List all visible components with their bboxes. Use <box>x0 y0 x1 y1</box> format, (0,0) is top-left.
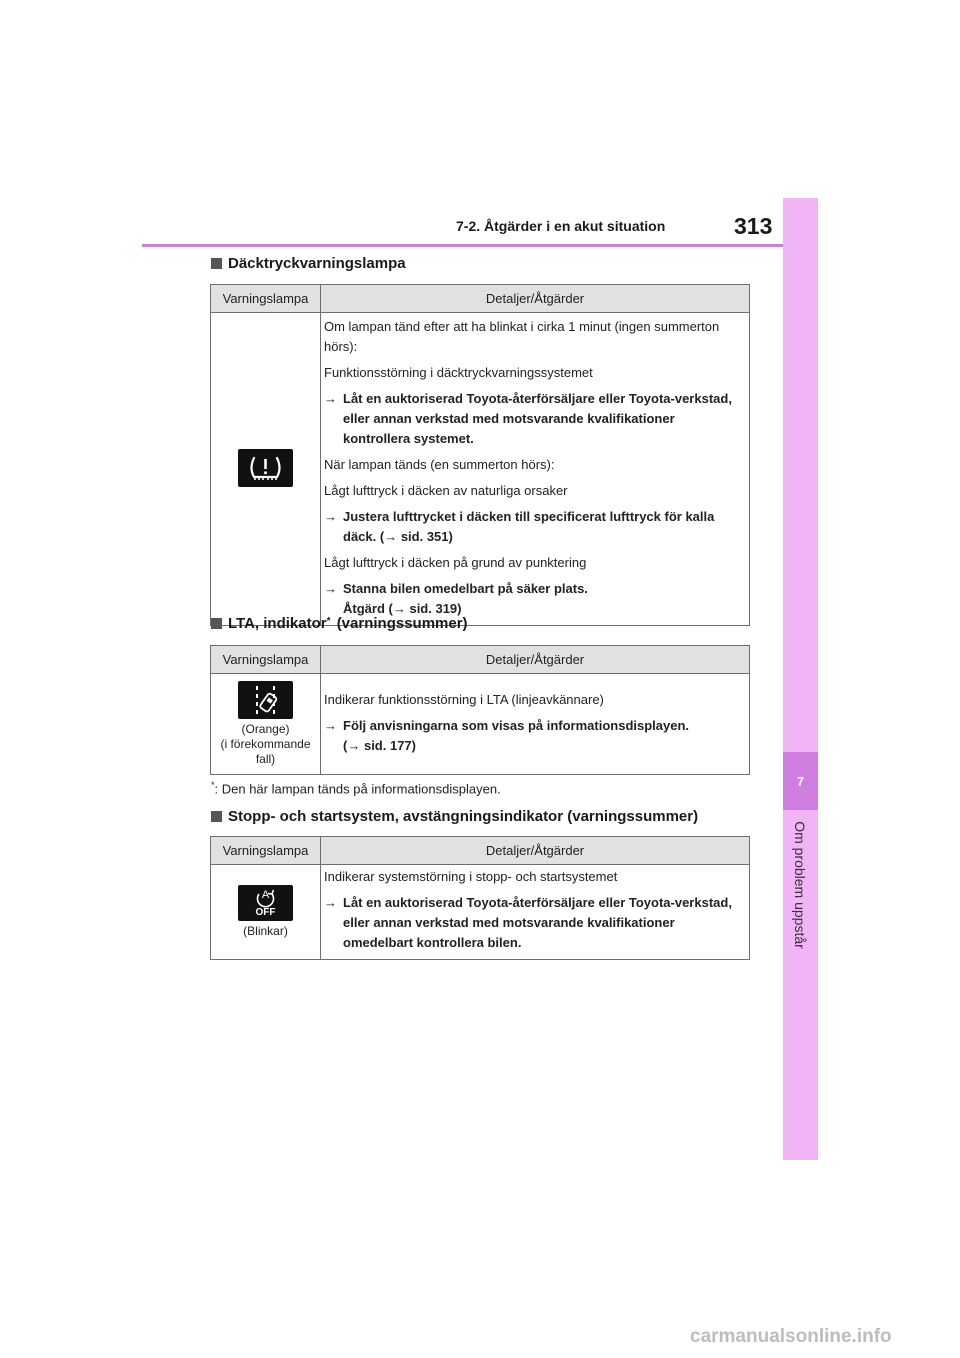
page-reference-link[interactable]: sid. 177) <box>363 738 416 753</box>
section-heading-text: LTA, indikator <box>228 615 327 632</box>
header-rule <box>142 244 784 247</box>
arrow-right-icon: → <box>324 509 337 524</box>
col-header-lamp: Varningslampa <box>211 837 321 865</box>
action-text: Följ anvisningarna som visas på informationsdisplayen. (→ sid. 177) <box>343 718 690 753</box>
table-header-row <box>211 646 750 674</box>
arrow-right-icon: → <box>324 581 337 596</box>
section-heading-text: Stopp- och startsystem, avstängningsindikator (varningssummer) <box>228 808 699 825</box>
table-row <box>211 313 750 626</box>
page-reference-link[interactable]: sid. 351) <box>400 529 453 544</box>
bullet-square-icon <box>211 811 222 822</box>
condition-subtext: Lågt lufttryck i däcken av naturliga orsaker <box>324 483 568 498</box>
col-header-details: Detaljer/Åtgärder <box>321 285 750 313</box>
arrow-right-icon: → <box>324 391 337 406</box>
arrow-right-icon: → <box>392 601 406 616</box>
bullet-square-icon <box>211 258 222 269</box>
chapter-number: 7 <box>796 773 805 789</box>
warning-table-tire <box>210 284 750 626</box>
bullet-square-icon <box>211 618 222 629</box>
stop-start-off-icon <box>238 885 293 921</box>
section-heading-suffix: (varningssummer) <box>336 615 468 632</box>
section-heading-tire <box>211 255 406 272</box>
action-text: Justera lufttrycket i däcken till specificerat lufttryck för kalla däck. (→ sid. 351) <box>343 509 715 544</box>
section-title: 7-2. Åtgärder i en akut situation <box>456 218 666 234</box>
col-header-lamp: Varningslampa <box>211 285 321 313</box>
page-reference-link[interactable]: sid. 319) <box>409 601 462 616</box>
details-cell <box>321 674 750 775</box>
watermark: carmanualsonline.info <box>690 1326 892 1347</box>
lamp-cell <box>211 674 321 775</box>
condition-text: Om lampan tänd efter att ha blinkat i cirka 1 minut (ingen summerton hörs): <box>324 319 720 354</box>
action-item <box>324 507 744 547</box>
condition-text: Indikerar funktionsstörning i LTA (linjeavkännare) <box>324 692 604 707</box>
condition-text: Indikerar systemstörning i stopp- och startsystemet <box>324 869 618 884</box>
table-row <box>211 865 750 960</box>
warning-table-stop-start <box>210 836 750 960</box>
lamp-caption: (Blinkar) <box>243 924 288 938</box>
action-item <box>324 893 744 953</box>
details-cell <box>321 313 750 626</box>
section-heading-stop-start <box>211 808 698 825</box>
arrow-right-icon: → <box>324 895 337 910</box>
arrow-right-icon: → <box>347 738 361 753</box>
condition-subtext: Lågt lufttryck i däcken på grund av punktering <box>324 555 587 570</box>
lane-tracing-assist-icon <box>238 681 293 719</box>
table-header-row <box>211 285 750 313</box>
icon-off-label: OFF <box>255 907 276 918</box>
chapter-side-band <box>783 198 818 1160</box>
lamp-cell <box>211 865 321 960</box>
table-header-row <box>211 837 750 865</box>
action-text: Låt en auktoriserad Toyota-återförsäljare eller Toyota-verkstad, eller annan verkstad med motsvarande kvalifikationer kontrollera systemet. <box>343 391 732 446</box>
chapter-number-tab[interactable] <box>783 752 818 810</box>
footnote-mark: * <box>211 780 215 790</box>
footnote-text: : Den här lampan tänds på informationsdisplayen. <box>214 781 501 797</box>
tire-pressure-warning-icon <box>238 449 293 487</box>
lamp-caption: (i förekommande fall) <box>220 737 311 766</box>
footnote <box>211 780 501 796</box>
section-heading-text: Däcktryckvarningslampa <box>228 255 406 272</box>
condition-subtext: Funktionsstörning i däcktryckvarningssystemet <box>324 365 593 380</box>
action-item <box>324 389 744 449</box>
icon-letter: A <box>261 889 270 901</box>
arrow-right-icon: → <box>384 529 398 544</box>
lamp-caption: (Orange) <box>241 722 290 736</box>
action-text: Låt en auktoriserad Toyota-återförsäljare eller Toyota-verkstad, eller annan verkstad med motsvarande kvalifikationer omedelbart kontrollera bilen. <box>343 895 732 950</box>
chapter-title: Om problem uppstår <box>792 821 808 949</box>
warning-table-lta <box>210 645 750 775</box>
col-header-lamp: Varningslampa <box>211 646 321 674</box>
col-header-details: Detaljer/Åtgärder <box>321 837 750 865</box>
section-heading-lta <box>211 615 468 632</box>
page-number: 313 <box>734 213 773 239</box>
footnote-mark: * <box>326 616 331 627</box>
condition-text: När lampan tänds (en summerton hörs): <box>324 457 555 472</box>
details-cell <box>321 865 750 960</box>
arrow-right-icon: → <box>324 718 337 733</box>
table-row <box>211 674 750 775</box>
lamp-cell <box>211 313 321 626</box>
action-text: Stanna bilen omedelbart på säker plats. Åtgärd (→ sid. 319) <box>343 581 588 616</box>
action-item <box>324 579 744 619</box>
col-header-details: Detaljer/Åtgärder <box>321 646 750 674</box>
action-item <box>324 716 744 756</box>
